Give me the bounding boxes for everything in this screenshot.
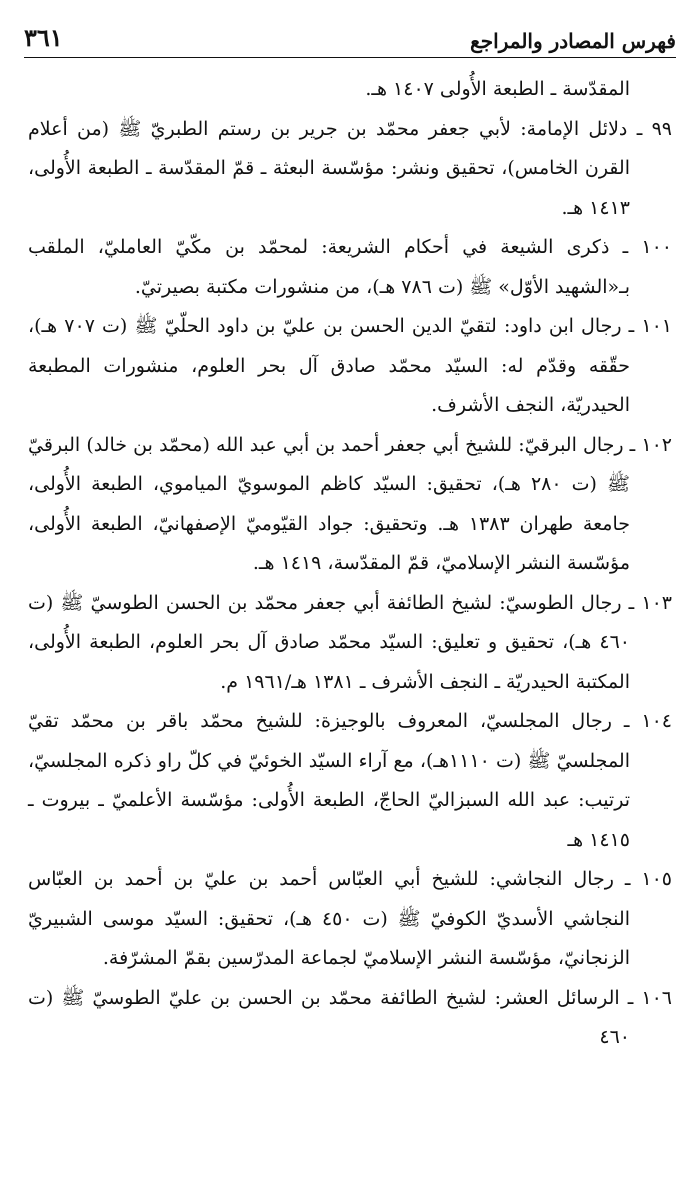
bibliography-entry-100: ١٠٠ ـ ذكرى الشيعة في أحكام الشريعة: لمحمّد بن مكّيّ العامليّ، الملقب بـ«الشهيد الأوّل» ﷺ (ت ٧٨٦ هـ)، من منشورات مكتبة بصيرتيّ. <box>28 236 672 298</box>
bibliography-content <box>28 70 672 1140</box>
bibliography-entry-105: ١٠٥ ـ رجال النجاشي: للشيخ أبي العبّاس أحمد بن عليّ بن أحمد بن العبّاس النجاشي الأسديّ الكوفيّ ﷺ (ت ٤٥٠ هـ)، تحقيق: السيّد موسى الشبيريّ الزنجانيّ، مؤسّسة النشر الإسلاميّ لجماعة المدرّسين بقمّ المشرّفة. <box>28 868 672 969</box>
bibliography-entry-106: ١٠٦ ـ الرسائل العشر: لشيخ الطائفة محمّد بن الحسن بن عليّ الطوسيّ ﷺ (ت ٤٦٠ <box>28 986 672 1048</box>
running-title: فهرس المصادر والمراجع <box>470 29 676 53</box>
bibliography-entry-99: ٩٩ ـ دلائل الإمامة: لأبي جعفر محمّد بن جرير بن رستم الطبريّ ﷺ (من أعلام القرن الخامس)، تحقيق ونشر: مؤسّسة البعثة ـ قمّ المقدّسة ـ الطبعة الأُولى، ١٤١٣ هـ. <box>28 117 672 219</box>
bibliography-entry-102: ١٠٢ ـ رجال البرقيّ: للشيخ أبي جعفر أحمد بن أبي عبد الله (محمّد بن خالد) البرقيّ ﷺ (ت ٢٨٠ هـ)، تحقيق: السيّد كاظم الموسويّ المياموي، الطبعة الأُولى، جامعة طهران ١٣٨٣ هـ. وتحقيق: جواد القيّوميّ الإصفهانيّ، الطبعة الأُولى، مؤسّسة النشر الإسلاميّ، قمّ المقدّسة، ١٤١٩ هـ. <box>28 433 672 574</box>
page-header <box>24 12 676 58</box>
bibliography-entry-103: ١٠٣ ـ رجال الطوسيّ: لشيخ الطائفة أبي جعفر محمّد بن الحسن الطوسيّ ﷺ (ت ٤٦٠ هـ)، تحقيق و تعليق: السيّد محمّد صادق آل بحر العلوم، الطبعة الأُولى، المكتبة الحيدريّة ـ النجف الأشرف ـ ١٣٨١ هـ/١٩٦١ م. <box>28 591 672 693</box>
bibliography-entry-101: ١٠١ ـ رجال ابن داود: لتقيّ الدين الحسن بن عليّ بن داود الحلّيّ ﷺ (ت ٧٠٧ هـ)، حقّقه وقدّم له: السيّد محمّد صادق آل بحر العلوم، منشورات المطبعة الحيدريّة، النجف الأشرف. <box>28 315 673 416</box>
bibliography-entry-104: ١٠٤ ـ رجال المجلسيّ، المعروف بالوجيزة: للشيخ محمّد باقر بن محمّد تقيّ المجلسيّ ﷺ (ت ١١١٠هـ)، مع آراء السيّد الخوئيّ في كلّ راو ذكره المجلسيّ، ترتيب: عبد الله السبزاليّ الحاجّ، الطبعة الأُولى: مؤسّسة الأعلميّ ـ بيروت ـ ١٤١٥ هـ <box>28 710 672 851</box>
page-number: ٣٦١ <box>24 23 63 53</box>
bibliography-entry-continuation: المقدّسة ـ الطبعة الأُولى ١٤٠٧ هـ. <box>365 78 630 100</box>
